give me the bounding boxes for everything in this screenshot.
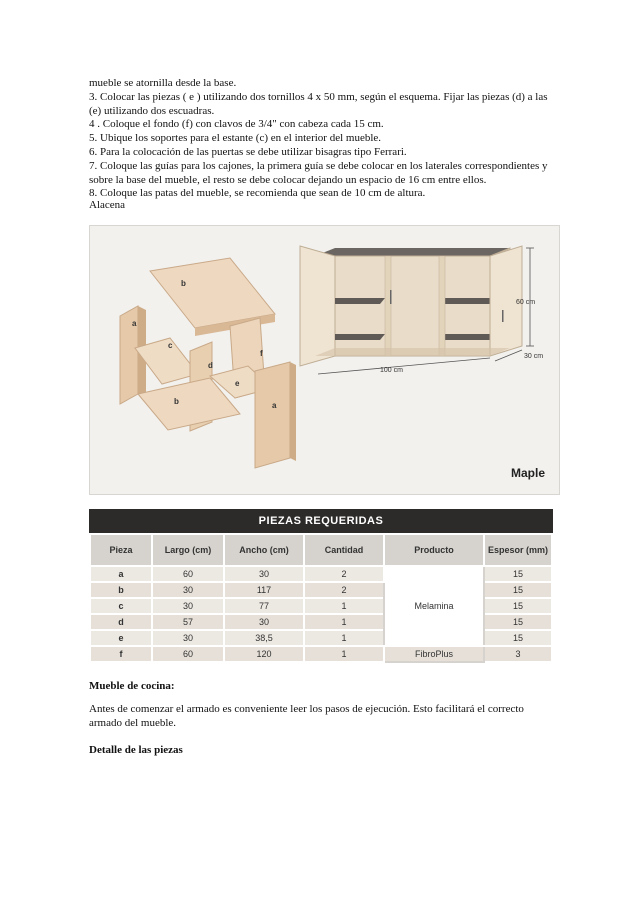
cell-ancho: 117 [224,582,304,598]
cell-cantidad: 1 [304,598,384,614]
cell-espesor: 15 [484,630,552,646]
instructions-text [89,77,559,201]
step-line: 5. Ubique los soportes para el estante (c) en el interior del mueble. [89,132,382,145]
step-line: 8. Coloque las patas del mueble, se recomienda que sean de 10 cm de altura. [89,187,426,200]
cell-espesor: 15 [484,566,552,582]
piece-label: b [174,397,179,406]
cell-pieza: d [90,614,152,630]
header-ancho: Ancho (cm) [224,534,304,566]
cell-ancho: 30 [224,614,304,630]
cell-ancho: 30 [224,566,304,582]
cabinet-illustration [89,225,560,495]
step-line: mueble se atornilla desde la base. [89,77,237,89]
kitchen-line: armado del mueble. [89,716,177,729]
cell-largo: 60 [152,566,224,582]
piece-label: a [132,319,137,328]
pieces-table [89,509,553,663]
step-line: 6. Para la colocación de las puertas se debe utilizar bisagras tipo Ferrari. [89,145,407,158]
cell-ancho: 38,5 [224,630,304,646]
piece-label: b [181,279,186,288]
dimension-width: 100 cm [380,367,403,374]
cell-pieza: c [90,598,152,614]
cell-cantidad: 2 [304,582,384,598]
header-largo: Largo (cm) [152,534,224,566]
step-line: sobre la base del mueble, el resto se debe colocar dejando un espacio de 16 cm entre ellos. [89,173,487,186]
header-cantidad: Cantidad [304,534,384,566]
table-row [90,566,552,582]
cell-cantidad: 1 [304,646,384,662]
section-title: Alacena [89,199,126,211]
kitchen-text [89,703,559,731]
kitchen-heading: Mueble de cocina: [89,680,175,692]
cell-pieza: b [90,582,152,598]
step-line: 3. Colocar las piezas ( e ) utilizando dos tornillos 4 x 50 mm, según el esquema. Fijar las piezas (d) a las [89,90,548,103]
piece-label: d [208,361,213,370]
cell-espesor: 15 [484,582,552,598]
piece-label: f [260,349,263,358]
cell-cantidad: 2 [304,566,384,582]
cell-producto-fibroplus: FibroPlus [384,646,484,662]
cabinet-diagram [90,226,561,496]
table-row [90,646,552,662]
brand-label: Maple [510,466,545,480]
cell-producto-melamina: Melamina [384,566,484,646]
cell-largo: 30 [152,582,224,598]
header-espesor: Espesor (mm) [484,534,552,566]
dimension-depth: 30 cm [524,353,544,360]
piece-label: a [272,401,277,410]
step-line: 4 . Coloque el fondo (f) con clavos de 3/4" con cabeza cada 15 cm. [89,118,384,131]
cell-espesor: 3 [484,646,552,662]
piece-label: c [168,341,173,350]
dimension-height: 60 cm [516,299,536,306]
table-title: PIEZAS REQUERIDAS [89,509,553,533]
cell-largo: 57 [152,614,224,630]
header-producto: Producto [384,534,484,566]
cell-largo: 30 [152,630,224,646]
detail-heading: Detalle de las piezas [89,744,183,756]
kitchen-line: Antes de comenzar el armado es conveniente leer los pasos de ejecución. Esto facilitará el correcto [89,703,524,715]
step-line: (e) utilizando dos escuadras. [89,104,215,117]
cell-largo: 30 [152,598,224,614]
step-line: 7. Coloque las guías para los cajones, la primera guía se debe colocar en los laterales correspondientes y [89,159,548,172]
cell-pieza: e [90,630,152,646]
cell-cantidad: 1 [304,630,384,646]
cell-largo: 60 [152,646,224,662]
cell-ancho: 120 [224,646,304,662]
cell-pieza: a [90,566,152,582]
cell-ancho: 77 [224,598,304,614]
cell-cantidad: 1 [304,614,384,630]
piece-label: e [235,379,240,388]
table-header-row [90,534,552,566]
header-pieza: Pieza [90,534,152,566]
cell-pieza: f [90,646,152,662]
cell-espesor: 15 [484,598,552,614]
cell-espesor: 15 [484,614,552,630]
